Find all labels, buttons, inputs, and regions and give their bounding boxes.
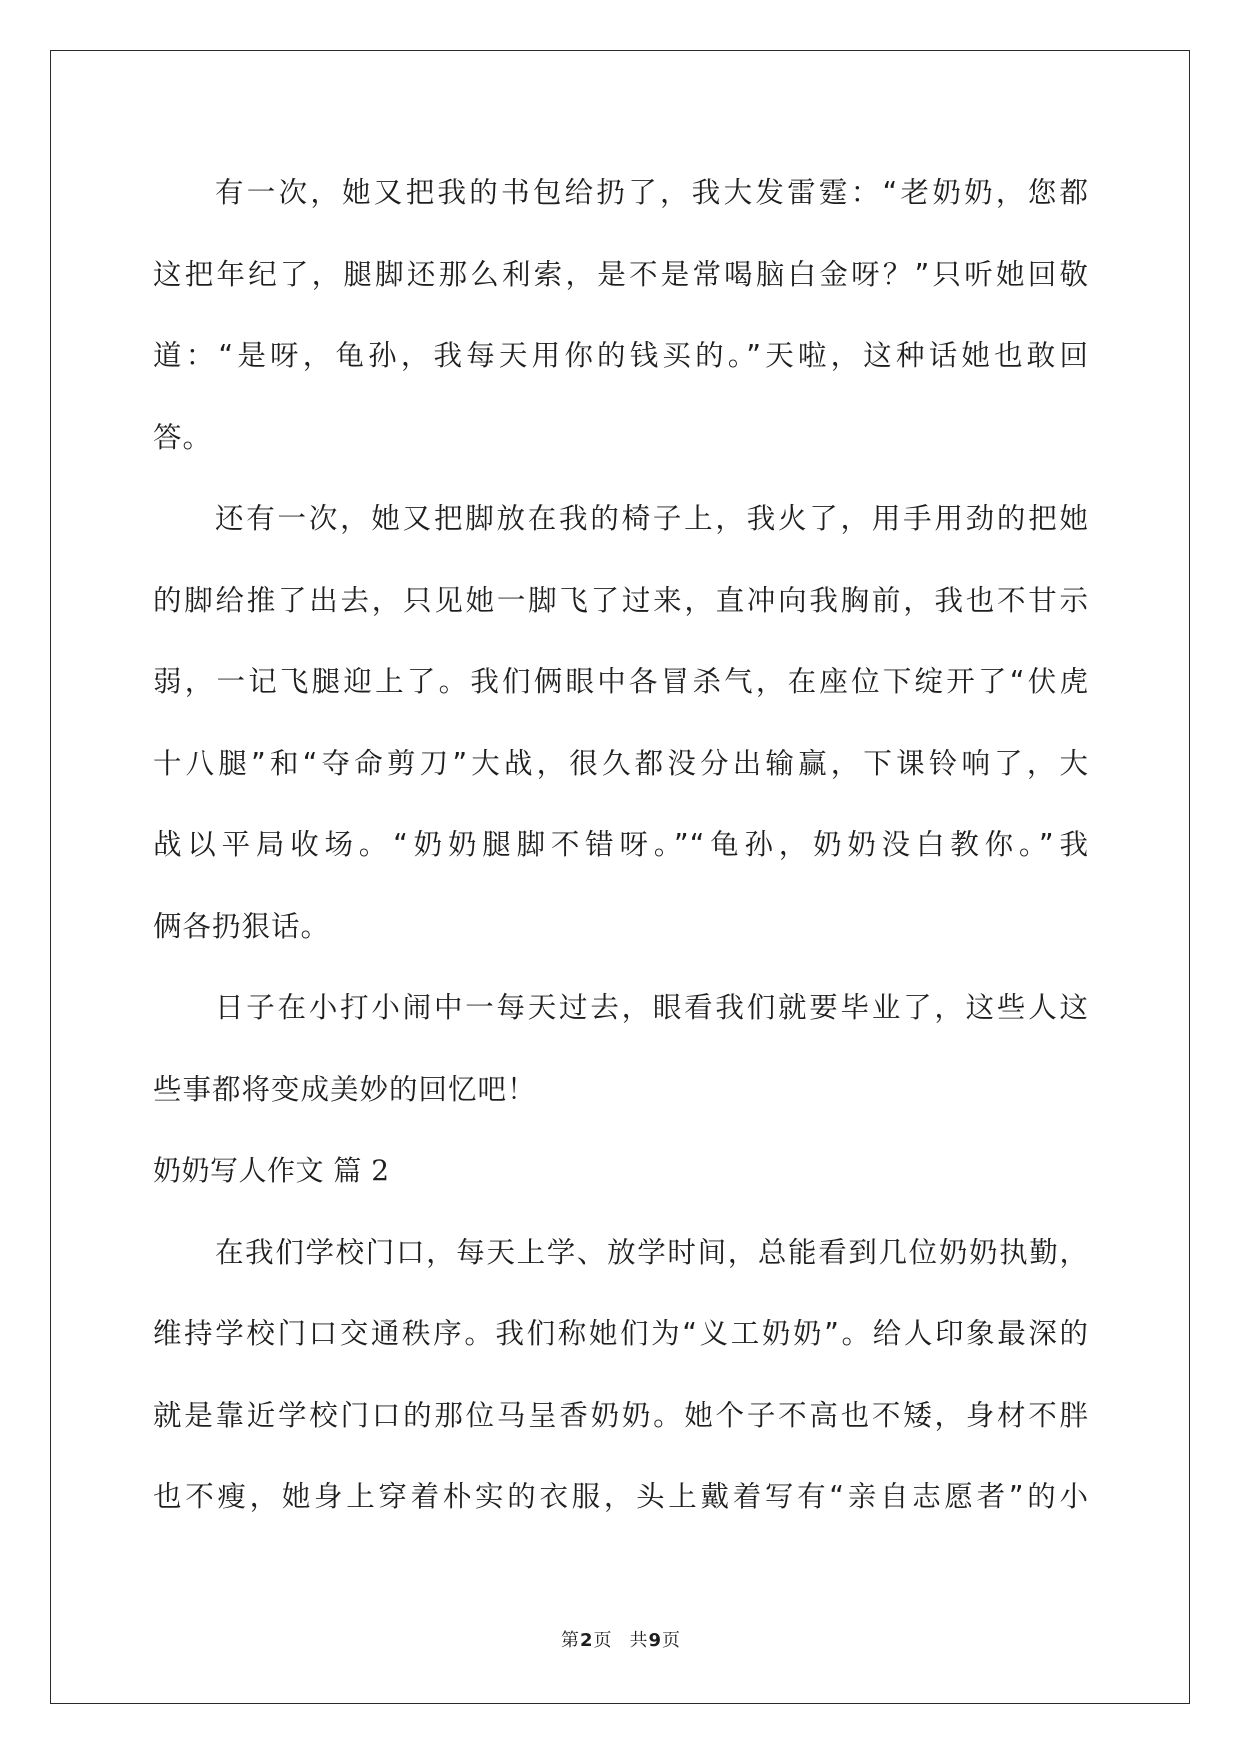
text-line: 战以平局收场。“奶奶腿脚不错呀。”“龟孙，奶奶没白教你。”我 xyxy=(153,828,1089,861)
text-line: 在我们学校门口，每天上学、放学时间，总能看到几位奶奶执勤， xyxy=(215,1235,1089,1269)
document-body xyxy=(153,152,1089,1538)
page-suffix: 页 xyxy=(593,1630,612,1651)
paragraph xyxy=(153,967,1089,1130)
page-footer xyxy=(0,1629,1241,1653)
text-line: 日子在小打小闹中一每天过去，眼看我们就要毕业了，这些人这 xyxy=(215,991,1089,1024)
total-prefix: 共 xyxy=(629,1630,648,1651)
text-line: 答。 xyxy=(153,420,213,454)
text-line: 弱，一记飞腿迎上了。我们俩眼中各冒杀气，在座位下绽开了“伏虎 xyxy=(153,665,1089,698)
total-suffix: 页 xyxy=(662,1630,681,1651)
paragraph xyxy=(153,1212,1089,1538)
text-line: 道：“是呀，龟孙，我每天用你的钱买的。”天啦，这种话她也敢回 xyxy=(153,339,1089,372)
paragraph xyxy=(153,478,1089,967)
text-line: 的脚给推了出去，只见她一脚飞了过来，直冲向我胸前，我也不甘示 xyxy=(153,583,1089,617)
total-pages-number: 9 xyxy=(648,1630,662,1651)
text-line: 十八腿”和“夺命剪刀”大战，很久都没分出输赢，下课铃响了，大 xyxy=(153,746,1089,780)
text-line: 也不瘦，她身上穿着朴实的衣服，头上戴着写有“亲自志愿者”的小 xyxy=(153,1480,1089,1513)
text-line: 维持学校门口交通秩序。我们称她们为“义工奶奶”。给人印象最深的 xyxy=(153,1317,1089,1350)
text-line: 就是靠近学校门口的那位马呈香奶奶。她个子不高也不矮，身材不胖 xyxy=(153,1398,1089,1432)
text-line: 俩各扔狠话。 xyxy=(153,909,331,943)
text-line: 些事都将变成美妙的回忆吧！ xyxy=(153,1072,537,1106)
section-heading: 奶奶写人作文 篇 2 xyxy=(153,1154,390,1187)
text-line: 这把年纪了，腿脚还那么利索，是不是常喝脑白金呀？”只听她回敬 xyxy=(153,257,1089,291)
paragraph xyxy=(153,152,1089,478)
current-page-number: 2 xyxy=(579,1630,593,1651)
text-line: 还有一次，她又把脚放在我的椅子上，我火了，用手用劲的把她 xyxy=(215,502,1089,535)
page-prefix: 第 xyxy=(560,1630,579,1651)
text-line: 有一次，她又把我的书包给扔了，我大发雷霆：“老奶奶，您都 xyxy=(215,176,1089,209)
